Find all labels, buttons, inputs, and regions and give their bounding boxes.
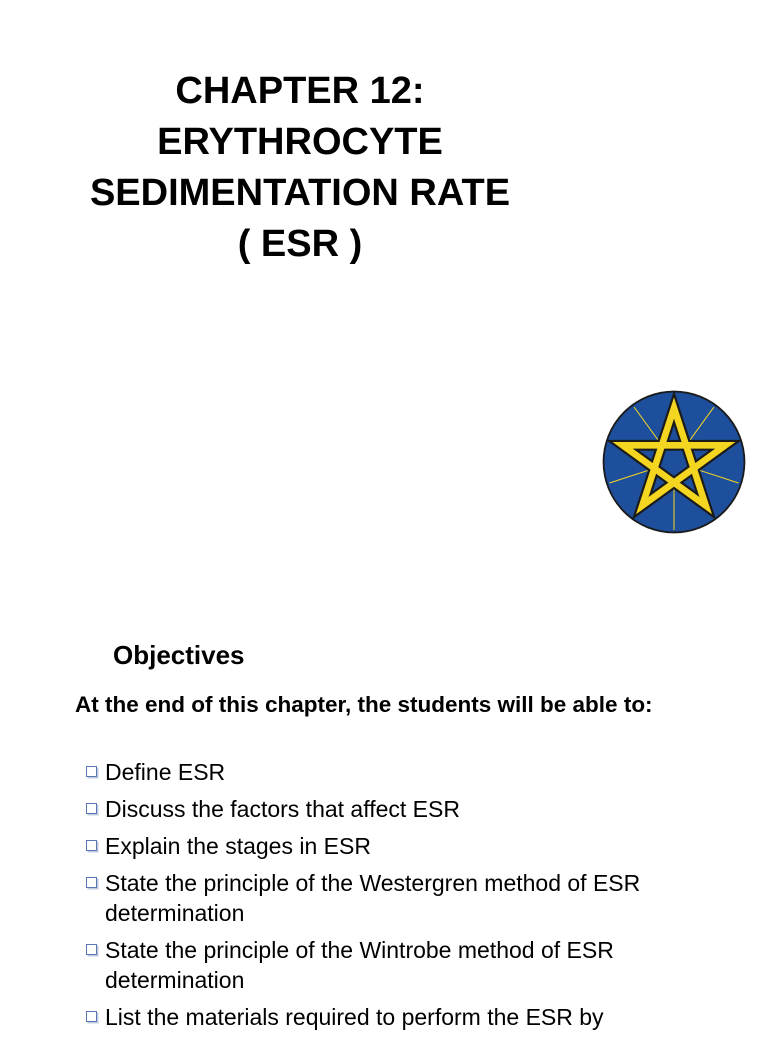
objective-text: Discuss the factors that affect ESR	[105, 796, 460, 822]
objective-text: List the materials required to perform the ESR by	[105, 1004, 604, 1030]
chapter-title-line: ( ESR )	[237, 223, 363, 265]
objective-text: State the principle of the Wintrobe method of ESR determination	[105, 937, 614, 993]
hollow-square-bullet-icon	[86, 803, 97, 814]
list-item	[82, 794, 732, 824]
objectives-list	[82, 757, 732, 1039]
list-item	[82, 831, 732, 861]
objectives-intro: At the end of this chapter, the students will be able to:	[75, 692, 653, 717]
objectives-heading: Objectives	[113, 640, 245, 670]
objective-text: Explain the stages in ESR	[105, 833, 371, 859]
objective-text: State the principle of the Westergren method of ESR determination	[105, 870, 641, 926]
chapter-title	[40, 66, 560, 270]
chapter-title-line: SEDIMENTATION RATE	[89, 172, 511, 214]
hollow-square-bullet-icon	[86, 1011, 97, 1022]
hollow-square-bullet-icon	[86, 840, 97, 851]
hollow-square-bullet-icon	[86, 766, 97, 777]
list-item	[82, 868, 732, 928]
pentagram-star-emblem-icon	[601, 389, 747, 535]
chapter-title-line: CHAPTER 12:	[175, 70, 425, 112]
hollow-square-bullet-icon	[86, 877, 97, 888]
list-item	[82, 757, 732, 787]
list-item	[82, 935, 732, 995]
chapter-title-line: ERYTHROCYTE	[157, 121, 443, 163]
objective-text: Define ESR	[105, 759, 226, 785]
emblem-graphic	[601, 389, 747, 535]
list-item	[82, 1002, 732, 1032]
hollow-square-bullet-icon	[86, 944, 97, 955]
